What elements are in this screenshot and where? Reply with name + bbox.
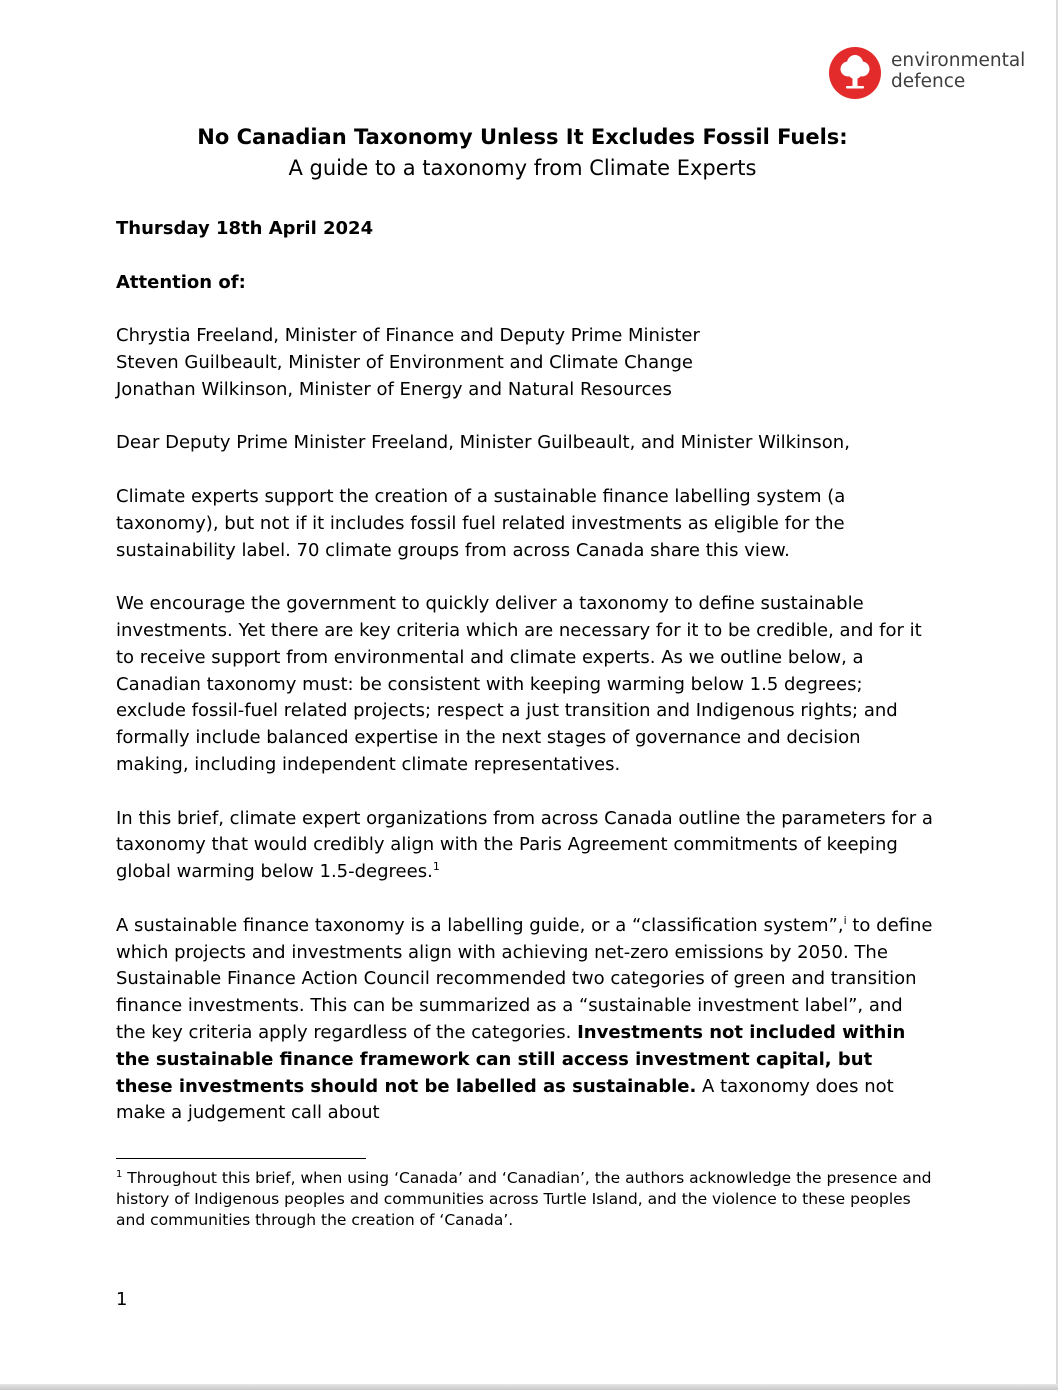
page-number: 1 (116, 1289, 128, 1310)
salutation: Dear Deputy Prime Minister Freeland, Minister Guilbeault, and Minister Wilkinson, (116, 432, 850, 454)
letter-body (116, 216, 934, 1154)
attention-heading: Attention of: (116, 271, 246, 293)
paragraph-4-text-a: A sustainable finance taxonomy is a labelling guide, or a “classification system”, (116, 914, 844, 936)
paragraph-3 (116, 806, 934, 886)
page-bottom-edge (0, 1384, 1058, 1390)
paragraph-3-text: In this brief, climate expert organizations from across Canada outline the parameters for a taxonomy that would credibly align with the Paris Agreement commitments of keeping global warming below 1.5-degrees. (116, 807, 933, 883)
recipient: Steven Guilbeault, Minister of Environment and Climate Change (116, 351, 694, 373)
paragraph-2: We encourage the government to quickly deliver a taxonomy to define sustainable investments. Yet there are key criteria which are necessary for it to be credible, and for it to receive support from environmental and climate experts. As we outline below, a Canadian taxonomy must: be consistent with keeping warming below 1.5 degrees; exclude fossil-fuel related projects; respect a just transition and Indigenous rights; and formally include balanced expertise in the next stages of governance and decision making, including independent climate representatives. (116, 593, 922, 775)
paragraph-4-text-c: A taxonomy does not make a judgement call about (116, 1075, 894, 1124)
environmental-defence-logo (829, 47, 1034, 103)
footnote-divider (116, 1158, 366, 1159)
tree-logo-icon (829, 47, 881, 99)
letter-date: Thursday 18th April 2024 (116, 218, 374, 239)
paragraph-4-text-b: to define which projects and investments align with achieving net-zero emissions by 2050. The Sustainable Finance Action Council recommended two categories of green and transition finance investments. This can be summarized as a “sustainable investment label”, and the key criteria apply regardless of the categories. (116, 914, 933, 1043)
footnote-number: 1 (116, 1168, 123, 1180)
paragraph-4 (116, 913, 934, 1127)
paragraph-4-bold-text: Investments not included within the sustainable finance framework can still access investment capital, but these investments should not be labelled as sustainable. (116, 1021, 906, 1097)
recipient: Chrystia Freeland, Minister of Finance and Deputy Prime Minister (116, 325, 700, 347)
document-subtitle: A guide to a taxonomy from Climate Experts (288, 156, 757, 180)
logo-wordmark: environmental defence (891, 50, 1026, 92)
footnote (116, 1168, 934, 1231)
paragraph-1: Climate experts support the creation of a sustainable finance labelling system (a taxonomy), but not if it includes fossil fuel related investments as eligible for the sustainability label. 70 climate groups from across Canada share this view. (116, 485, 846, 561)
recipients-list (116, 323, 934, 403)
footnote-reference[interactable]: 1 (432, 860, 440, 874)
document-title: No Canadian Taxonomy Unless It Excludes Fossil Fuels: (197, 125, 848, 149)
endnote-reference[interactable]: i (843, 913, 847, 927)
recipient: Jonathan Wilkinson, Minister of Energy and Natural Resources (116, 378, 672, 400)
footnote-text: Throughout this brief, when using ‘Canada’ and ‘Canadian’, the authors acknowledge the presence and history of Indigenous peoples and communities across Turtle Island, and the violence to these peoples and communities through the creation of ‘Canada’. (116, 1169, 932, 1229)
